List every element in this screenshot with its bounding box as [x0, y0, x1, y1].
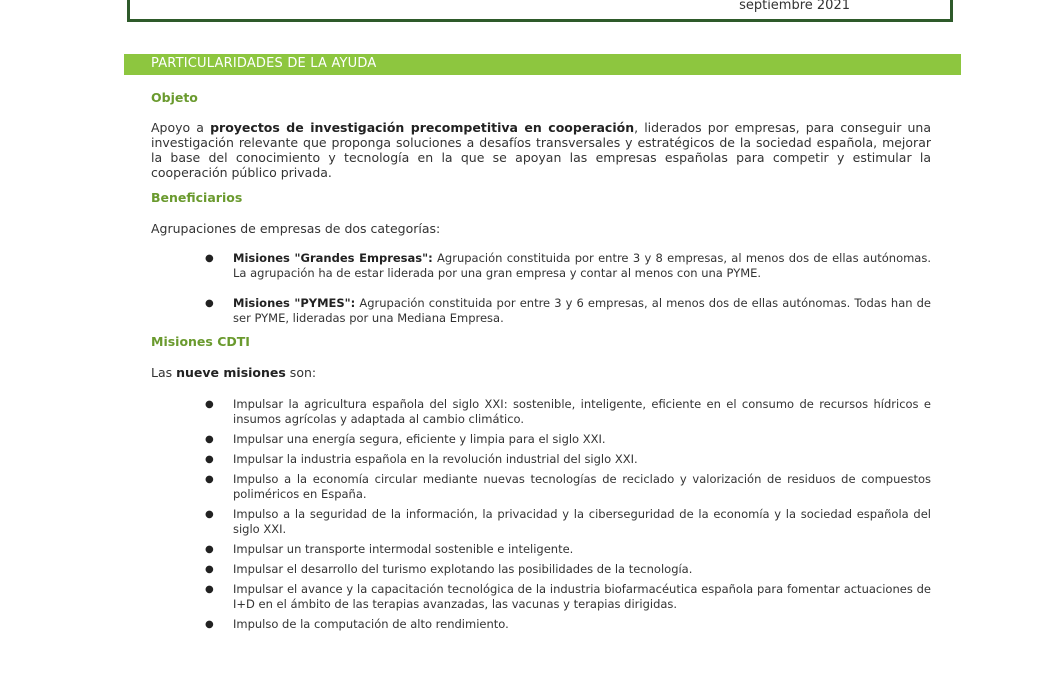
objeto-paragraph [151, 120, 931, 180]
beneficiario-text: Agrupación constituida por entre 3 y 8 empresas, al menos dos de ellas autónomas. La agrupación ha de estar liderada por una gran empresa y contar al menos con una PYME. [233, 251, 931, 280]
bullet-icon: ● [205, 564, 214, 575]
bullet-icon: ● [205, 544, 214, 555]
list-item [205, 251, 931, 281]
beneficiario-bold: Misiones "PYMES": [233, 296, 356, 310]
mision-text: Impulso de la computación de alto rendimiento. [233, 617, 509, 631]
list-item [205, 562, 931, 577]
mision-text: Impulsar una energía segura, eficiente y limpia para el siglo XXI. [233, 432, 606, 446]
mision-text: Impulsar la agricultura española del siglo XXI: sostenible, inteligente, eficiente en el consumo de recursos hídricos e insumos agrícolas y adaptada al cambio climático. [233, 397, 931, 426]
document-body [151, 88, 931, 632]
mision-text: Impulsar un transporte intermodal sostenible e inteligente. [233, 542, 574, 556]
misiones-intro-suffix: son: [285, 365, 317, 380]
mision-text: Impulsar el avance y la capacitación tecnológica de la industria biofarmacéutica española para fomentar actuaciones de I+D en el ámbito de las terapias avanzadas, las vacunas y terapias dirigidas. [233, 582, 931, 611]
bullet-icon: ● [205, 584, 214, 595]
misiones-intro-prefix: Las [151, 365, 177, 380]
mision-text: Impulsar el desarrollo del turismo explotando las posibilidades de la tecnología. [233, 562, 693, 576]
list-item [205, 542, 931, 557]
section-title: PARTICULARIDADES DE LA AYUDA [151, 56, 377, 71]
list-item [205, 507, 931, 537]
mision-text: Impulso a la seguridad de la información, la privacidad y la ciberseguridad de la economía y la sociedad española del siglo XXI. [233, 507, 931, 536]
mision-text: Impulsar la industria española en la revolución industrial del siglo XXI. [233, 452, 638, 466]
objeto-text-bold: proyectos de investigación precompetitiva en cooperación [210, 120, 635, 135]
beneficiario-bold: Misiones "Grandes Empresas": [233, 251, 433, 265]
misiones-intro [151, 365, 931, 380]
list-item [205, 432, 931, 447]
misiones-intro-bold: nueve misiones [176, 365, 286, 380]
list-item [205, 472, 931, 502]
misiones-list [205, 397, 931, 632]
objeto-text-prefix: Apoyo a [151, 120, 211, 135]
beneficiarios-intro: Agrupaciones de empresas de dos categorías: [151, 221, 441, 236]
bullet-icon: ● [205, 298, 214, 309]
list-item [205, 296, 932, 326]
bullet-icon: ● [205, 454, 214, 465]
bullet-icon: ● [205, 509, 214, 520]
objeto-text-rest: , liderados por empresas, para conseguir una investigación relevante que proponga soluciones a desafíos transversales y estratégicos de la sociedad española, mejorar la base del conocimiento y tecnología en la que se apoyan las empresas españolas para competir y estimular la cooperación público privada. [151, 120, 931, 180]
list-item [205, 617, 931, 632]
list-item [205, 582, 931, 612]
bullet-icon: ● [205, 399, 214, 410]
list-item [205, 397, 931, 427]
objeto-heading: Objeto [151, 90, 198, 105]
list-item [205, 452, 931, 467]
bullet-icon: ● [205, 253, 214, 264]
beneficiarios-heading: Beneficiarios [151, 190, 243, 205]
section-bar [124, 54, 961, 75]
beneficiarios-list [205, 251, 932, 326]
beneficiario-text: Agrupación constituida por entre 3 y 6 empresas, al menos dos de ellas autónomas. Todas han de ser PYME, lideradas por una Mediana Empresa. [233, 296, 932, 325]
bullet-icon: ● [205, 474, 214, 485]
bullet-icon: ● [205, 434, 214, 445]
header-box [127, 0, 953, 22]
mision-text: Impulso a la economía circular mediante nuevas tecnologías de reciclado y valorización de residuos de compuestos poliméricos en España. [233, 472, 931, 501]
bullet-icon: ● [205, 619, 214, 630]
header-date: septiembre 2021 [739, 0, 850, 13]
misiones-heading: Misiones CDTI [151, 334, 250, 349]
